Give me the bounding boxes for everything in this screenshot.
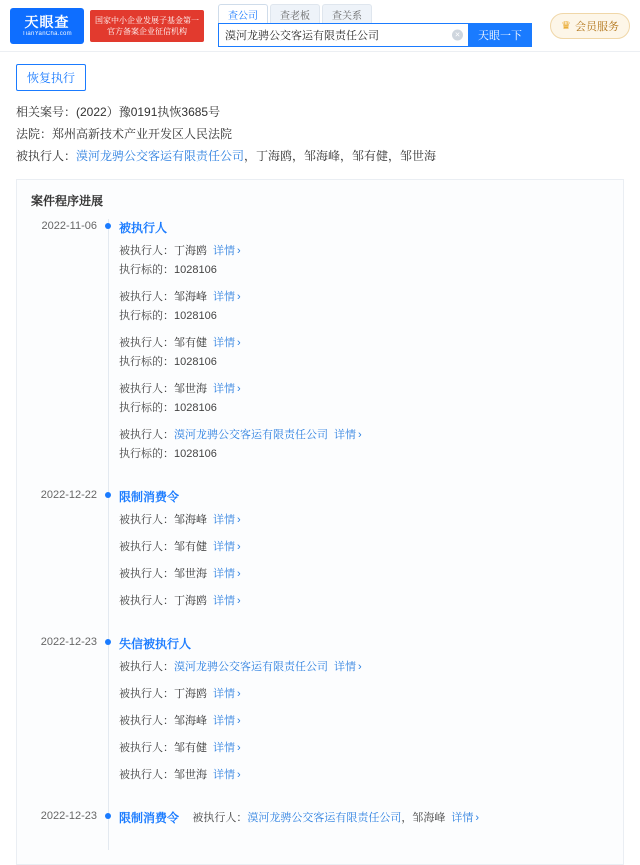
case-number-row xyxy=(16,101,624,123)
timeline-line xyxy=(108,219,109,490)
execution-target-value: 1028106 xyxy=(174,448,217,460)
timeline-row xyxy=(31,809,609,846)
member-service-label: 会员服务 xyxy=(575,20,619,33)
timeline-dot xyxy=(105,639,111,645)
detail-link[interactable]: 详情 › xyxy=(213,337,241,349)
tianyancha-logo[interactable] xyxy=(10,8,84,44)
executed-person-row xyxy=(119,766,609,785)
executed-person-label: 被执行人： xyxy=(119,688,174,700)
status-badge: 恢复执行 xyxy=(16,64,86,91)
detail-link[interactable]: 详情 › xyxy=(213,568,241,580)
executed-person-name: 邹世海 xyxy=(174,383,207,395)
executed-person-label: 被执行人： xyxy=(119,514,174,526)
tab-search-relation[interactable]: 查关系 xyxy=(322,4,372,24)
timeline-line xyxy=(108,488,109,637)
list-item xyxy=(119,592,609,611)
executed-person-label: 被执行人： xyxy=(119,541,174,553)
execution-target-value: 1028106 xyxy=(174,402,217,414)
executed-person-name: 丁海鸥 xyxy=(174,688,207,700)
execution-target-row xyxy=(119,261,609,280)
clear-icon[interactable]: × xyxy=(452,30,463,41)
executed-person-label: 被执行人： xyxy=(119,742,174,754)
party-label: 被执行人： xyxy=(16,149,77,163)
detail-link[interactable]: 详情 › xyxy=(213,245,241,257)
executed-person-label: 被执行人： xyxy=(119,595,174,607)
timeline-dot xyxy=(105,492,111,498)
timeline-axis xyxy=(97,219,119,486)
timeline-row xyxy=(31,635,609,807)
timeline-heading: 被执行人 xyxy=(119,221,168,235)
list-item xyxy=(119,712,609,731)
timeline-dot xyxy=(105,223,111,229)
timeline-dot xyxy=(105,813,111,819)
site-header xyxy=(0,0,640,52)
executed-person-label: 被执行人： xyxy=(119,715,174,727)
timeline-body xyxy=(119,809,609,846)
timeline-line xyxy=(108,635,109,811)
detail-link[interactable]: 详情 › xyxy=(213,514,241,526)
executed-person-name: 邹世海 xyxy=(174,769,207,781)
execution-target-row xyxy=(119,399,609,418)
logo-main-text: 天眼查 xyxy=(24,13,70,30)
search-button[interactable]: 天眼一下 xyxy=(468,23,532,47)
executed-person-row xyxy=(119,288,609,307)
detail-link[interactable]: 详情 › xyxy=(213,383,241,395)
timeline-heading: 限制消费令 xyxy=(119,490,180,504)
list-item xyxy=(119,511,609,530)
execution-target-value: 1028106 xyxy=(174,310,217,322)
execution-target-row xyxy=(119,445,609,464)
case-content xyxy=(0,52,640,865)
executed-person-row xyxy=(119,380,609,399)
case-number-value: (2022）豫0191执恢3685号 xyxy=(76,105,221,119)
executed-person-row xyxy=(119,712,609,731)
timeline-row xyxy=(31,488,609,633)
executed-person-row xyxy=(119,658,609,677)
list-item xyxy=(119,565,609,584)
executed-person-name: 丁海鸥 xyxy=(174,595,207,607)
executed-person-name: 邹海峰 xyxy=(174,514,207,526)
crown-icon: ♛ xyxy=(561,20,571,32)
logo-sub-text: TianYanCha.com xyxy=(22,30,72,37)
detail-link[interactable]: 详情 › xyxy=(213,291,241,303)
list-item xyxy=(119,685,609,704)
search-tabs xyxy=(218,4,550,24)
party-others: ，丁海鸥，邹海峰，邹有健，邹世海 xyxy=(244,149,437,163)
executed-person-row xyxy=(119,592,609,611)
execution-target-label: 执行标的： xyxy=(119,402,174,414)
executed-person-label: 被执行人： xyxy=(119,383,174,395)
list-item xyxy=(119,658,609,677)
list-item xyxy=(119,766,609,785)
execution-target-value: 1028106 xyxy=(174,356,217,368)
executed-person-label: 被执行人： xyxy=(119,661,174,673)
executed-person-label: 被执行人： xyxy=(119,337,174,349)
timeline-date: 2022-11-06 xyxy=(41,220,97,232)
executed-person-label: 被执行人： xyxy=(119,291,174,303)
timeline-axis xyxy=(97,488,119,633)
timeline-body xyxy=(119,635,609,807)
timeline xyxy=(31,219,609,846)
search-box[interactable] xyxy=(218,23,468,47)
execution-target-label: 执行标的： xyxy=(119,448,174,460)
detail-link[interactable]: 详情 › xyxy=(334,661,362,673)
executed-person-name: 邹有健 xyxy=(174,541,207,553)
detail-link[interactable]: 详情 › xyxy=(213,742,241,754)
search-row xyxy=(218,23,550,47)
timeline-date: 2022-12-23 xyxy=(40,810,97,822)
executed-person-label: 被执行人： xyxy=(119,429,174,441)
panel-title: 案件程序进展 xyxy=(31,194,104,208)
case-number-label: 相关案号： xyxy=(16,105,77,119)
executed-person-label: 被执行人： xyxy=(192,812,248,824)
list-item xyxy=(119,334,609,372)
search-area xyxy=(218,4,550,47)
timeline-axis xyxy=(97,809,119,846)
timeline-heading: 限制消费令 xyxy=(119,811,180,825)
detail-link[interactable]: 详情 › xyxy=(451,812,479,824)
executed-person-row xyxy=(119,538,609,557)
tab-search-boss[interactable]: 查老板 xyxy=(270,4,320,24)
execution-target-row xyxy=(119,353,609,372)
executed-person-row xyxy=(119,334,609,353)
executed-person-row xyxy=(119,565,609,584)
executed-person-row xyxy=(119,242,609,261)
execution-target-row xyxy=(119,307,609,326)
executed-person-name: 邹海峰 xyxy=(174,291,207,303)
executed-person-row xyxy=(119,511,609,530)
detail-link[interactable]: 详情 › xyxy=(213,715,241,727)
timeline-heading: 失信被执行人 xyxy=(119,637,192,651)
detail-link[interactable]: 详情 › xyxy=(334,429,362,441)
executed-person-name: 丁海鸥 xyxy=(174,245,207,257)
gov-filing-badge xyxy=(90,10,204,42)
executed-company-link[interactable]: 漠河龙骋公交客运有限责任公司 xyxy=(247,812,402,824)
member-service-button[interactable] xyxy=(550,13,630,39)
timeline-axis xyxy=(97,635,119,807)
executed-company-link[interactable]: 漠河龙骋公交客运有限责任公司 xyxy=(174,661,328,673)
tab-search-company[interactable]: 查公司 xyxy=(218,4,268,24)
timeline-date: 2022-12-22 xyxy=(40,489,97,501)
executed-person-name: 邹世海 xyxy=(174,568,207,580)
detail-link[interactable]: 详情 › xyxy=(213,688,241,700)
badge-line-2: 官方备案企业征信机构 xyxy=(107,26,187,36)
party-company-link[interactable]: 漠河龙骋公交客运有限责任公司 xyxy=(76,149,245,163)
execution-target-value: 1028106 xyxy=(174,264,217,276)
executed-person-label: 被执行人： xyxy=(119,245,174,257)
executed-person-row xyxy=(192,812,479,824)
executed-person-label: 被执行人： xyxy=(119,568,174,580)
list-item xyxy=(119,426,609,464)
detail-link[interactable]: 详情 › xyxy=(213,595,241,607)
execution-target-label: 执行标的： xyxy=(119,356,174,368)
list-item xyxy=(119,538,609,557)
detail-link[interactable]: 详情 › xyxy=(213,541,241,553)
executed-person-row xyxy=(119,685,609,704)
list-item xyxy=(119,380,609,418)
executed-person-label: 被执行人： xyxy=(119,769,174,781)
executed-person-row xyxy=(119,426,609,445)
court-value: 郑州高新技术产业开发区人民法院 xyxy=(52,127,233,141)
timeline-body xyxy=(119,488,609,633)
list-item xyxy=(119,242,609,280)
party-row xyxy=(16,145,624,167)
detail-link[interactable]: 详情 › xyxy=(213,769,241,781)
execution-target-label: 执行标的： xyxy=(119,310,174,322)
search-input[interactable] xyxy=(219,29,468,41)
timeline-date: 2022-12-23 xyxy=(40,636,97,648)
executed-person-name: 邹海峰 xyxy=(174,715,207,727)
executed-person-name: ，邹海峰 xyxy=(401,812,446,824)
executed-person-name: 邹有健 xyxy=(174,337,207,349)
timeline-body xyxy=(119,219,609,486)
case-progress-panel xyxy=(16,179,624,865)
list-item xyxy=(119,739,609,758)
list-item xyxy=(119,288,609,326)
executed-person-row xyxy=(119,739,609,758)
timeline-row xyxy=(31,219,609,486)
executed-company-link[interactable]: 漠河龙骋公交客运有限责任公司 xyxy=(174,429,328,441)
badge-line-1: 国家中小企业发展子基金第一 xyxy=(95,15,199,25)
court-label: 法院： xyxy=(16,127,53,141)
executed-person-name: 邹有健 xyxy=(174,742,207,754)
execution-target-label: 执行标的： xyxy=(119,264,174,276)
court-row xyxy=(16,123,624,145)
